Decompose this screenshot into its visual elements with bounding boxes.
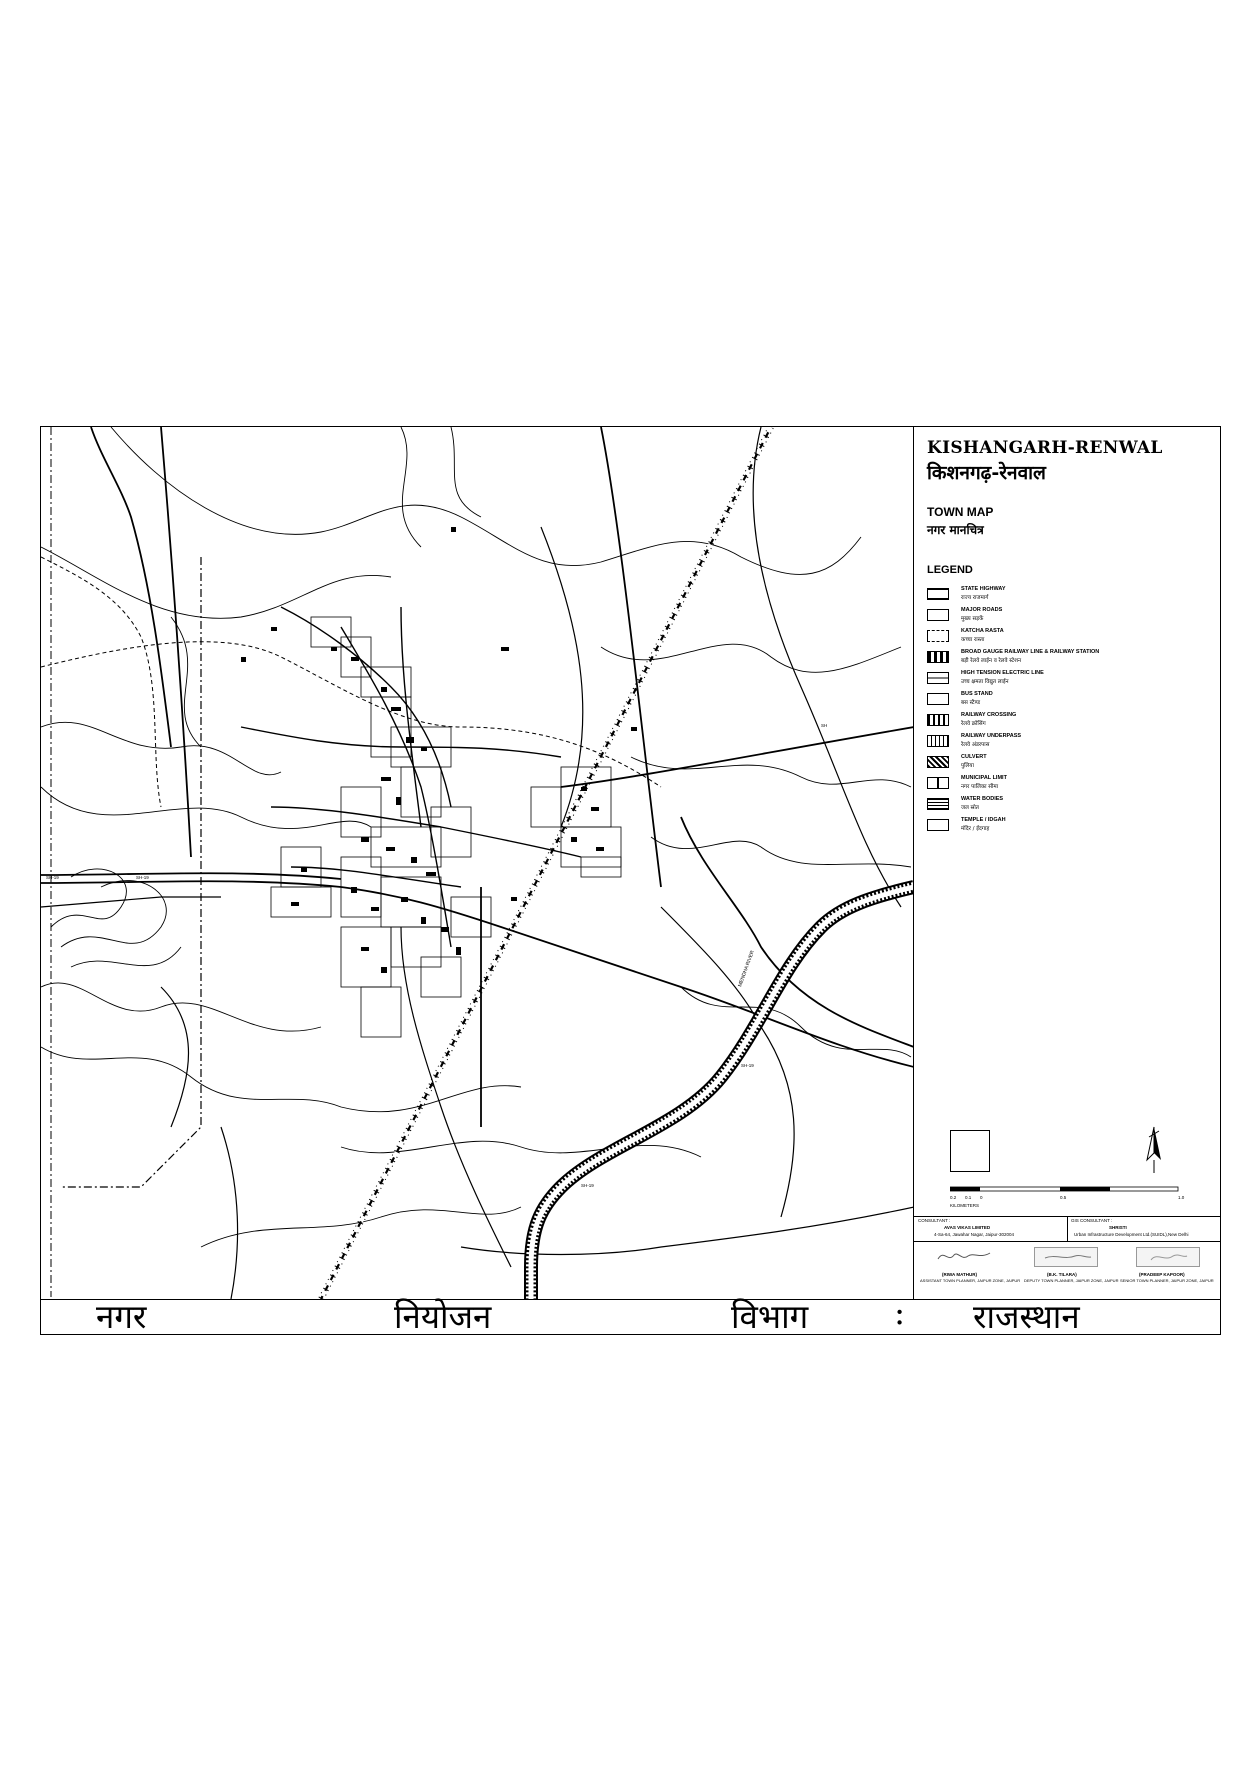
road-label: SH [821,723,828,728]
gis-consultant-label: GIS CONSULTANT : [1071,1218,1113,1223]
gis-consultant-name: SHRISTI [1109,1225,1127,1230]
signatory-2-role: DEPUTY TOWN PLANNER, JAIPUR ZONE, JAIPUR [1024,1278,1119,1283]
municipal-limit [61,557,201,1187]
legend-heading: LEGEND [927,564,973,576]
signatory-3-role: SENIOR TOWN PLANNER, JAIPUR ZONE, JAIPUR [1120,1278,1214,1283]
signature-1 [934,1247,996,1265]
state-highway [41,427,914,1127]
legend-label-en: HIGH TENSION ELECTRIC LINE [961,670,1044,676]
town-map-area [41,427,914,1299]
legend-label-en: BROAD GAUGE RAILWAY LINE & RAILWAY STATION [961,649,1100,655]
mendha-river [531,887,914,1299]
north-arrow-icon [1139,1125,1169,1175]
culvert-icon [927,756,949,768]
road-label: SH-19 [46,875,59,880]
legend-label-en: BUS STAND [961,691,993,697]
legend-label-en: MAJOR ROADS [961,607,1003,613]
contour-line [631,757,911,787]
temple-icon [927,819,949,831]
legend-item [927,586,1207,606]
scale-ticks [950,1195,1185,1203]
map-type-hi: नगर मानचित्र [927,523,984,537]
legend-item [927,733,1207,753]
footer-word-3: विभाग [731,1297,809,1336]
town-map-drawing [41,427,914,1299]
signature-3 [1136,1247,1200,1267]
contour-line [41,547,391,618]
contour-line [201,1207,521,1247]
katcha-rasta-icon [927,630,949,642]
consultant-name: AVAS VIKAS LIMITED [944,1225,991,1230]
legend-label-hi: राज्य राजमार्ग [961,595,989,601]
key-plan-box [950,1130,990,1172]
legend-label-en: TEMPLE / IDGAH [961,817,1006,823]
legend-label-en: RAILWAY CROSSING [961,712,1017,718]
contour-line [171,617,201,747]
map-type-en: TOWN MAP [927,505,994,519]
signatory-3-name: (PRADEEP KAPOOR) [1139,1272,1185,1277]
high-tension-line [41,642,661,787]
legend-label-en: RAILWAY UNDERPASS [961,733,1022,739]
signatory-2-name: (B.K. TILARA) [1047,1272,1077,1277]
map-title-hi: किशनगढ़-रेनवाल [927,462,1046,484]
legend-item [927,649,1207,669]
footer-word-1: नगर [96,1297,147,1336]
contour-line [41,983,321,1031]
municipal-limit-icon [927,777,949,789]
legend-label-hi: बड़ी रेलवे लाईन व रेलवे स्टेशन [961,658,1021,664]
scale-tick-label: 0.5 [1060,1195,1067,1200]
scale-bar [950,1181,1180,1193]
legend-label-hi: उच्च क्षमता विद्युत लाईन [961,679,1009,685]
contour-line [401,427,421,547]
contour-line [51,869,126,927]
contour-line [41,1047,521,1112]
legend-item [927,670,1207,690]
consultant-address: 4-Sa-64, Jawahar Nagar, Jaipur-302004 [934,1232,1015,1237]
contour-line [681,987,911,1057]
legend-label-en: WATER BODIES [961,796,1004,802]
legend-item [927,628,1207,648]
legend-panel [914,427,1220,1299]
road-label: SH-19 [581,1183,594,1188]
town-core [271,617,621,1037]
signatory-1-name: (RIWA MATHUR) [942,1272,977,1277]
railway-crossing-icon [927,714,949,726]
legend-item [927,817,1207,837]
legend-label-hi: कच्चा रास्ता [961,637,985,643]
legend-label-hi: मुख्य सड़कें [961,616,984,622]
contour-line [41,787,371,829]
map-title-en: KISHANGARH-RENWAL [927,438,1163,458]
legend-label-hi: नगर पालिका सीमा [961,784,999,790]
signature-2 [1034,1247,1098,1267]
legend-label-en: STATE HIGHWAY [961,586,1006,592]
river-label: MENDHA RIVER [737,949,756,988]
state-highway-icon [927,588,949,600]
map-sheet [40,426,1221,1335]
footer-word-2: नियोजन [394,1297,492,1336]
legend-label-hi: रेलवे क्रोसिंग [961,721,986,727]
railway-icon [927,651,949,663]
building-clusters [241,527,637,973]
water-body-icon [927,798,949,810]
contour-line [451,427,481,517]
contour-line [111,427,861,574]
legend-label-hi: बस स्टैण्ड [961,700,981,706]
bus-stand-icon [927,693,949,705]
road-label: SH-19 [136,875,149,880]
scale-tick-label: 0.2 [950,1195,957,1200]
legend-list [927,586,1207,838]
scale-tick-label: 0 [980,1195,983,1200]
consultant-label: CONSULTANT : [918,1218,951,1223]
footer-word-5: राजस्थान [973,1297,1080,1336]
legend-label-hi: रेलवे अंडरपास [961,742,990,748]
legend-item [927,712,1207,732]
scale-tick-label: 0.1 [965,1195,972,1200]
legend-label-hi: मंदिर / ईदगाह [961,826,990,832]
gis-consultant-address: Urban Infrastructure Development Ltd.(SUIDL),New Delhi [1074,1232,1189,1237]
legend-label-en: MUNICIPAL LIMIT [961,775,1007,781]
road-label: SH-19 [741,1063,754,1068]
railway-underpass-icon [927,735,949,747]
legend-item [927,775,1207,795]
legend-item [927,607,1207,627]
contour-line [41,722,281,775]
footer-word-4: : [894,1293,906,1332]
legend-label-hi: पुलिया [961,763,974,769]
legend-item [927,796,1207,816]
legend-item [927,691,1207,711]
ht-line-icon [927,672,949,684]
signatory-1-role: ASSISTANT TOWN PLANNER, JAIPUR ZONE, JAIPUR [920,1278,1021,1283]
contour-line [71,947,181,967]
legend-label-en: CULVERT [961,754,987,760]
major-road-icon [927,609,949,621]
contour-line [651,837,911,867]
contour-line [61,881,166,947]
scale-tick-label: 1.0 [1178,1195,1185,1200]
legend-label-hi: जल स्रोत [961,805,979,811]
scale-unit: KILOMETERS [950,1203,980,1208]
legend-label-en: KATCHA RASTA [961,628,1004,634]
footer-band [41,1293,1220,1336]
legend-item [927,754,1207,774]
